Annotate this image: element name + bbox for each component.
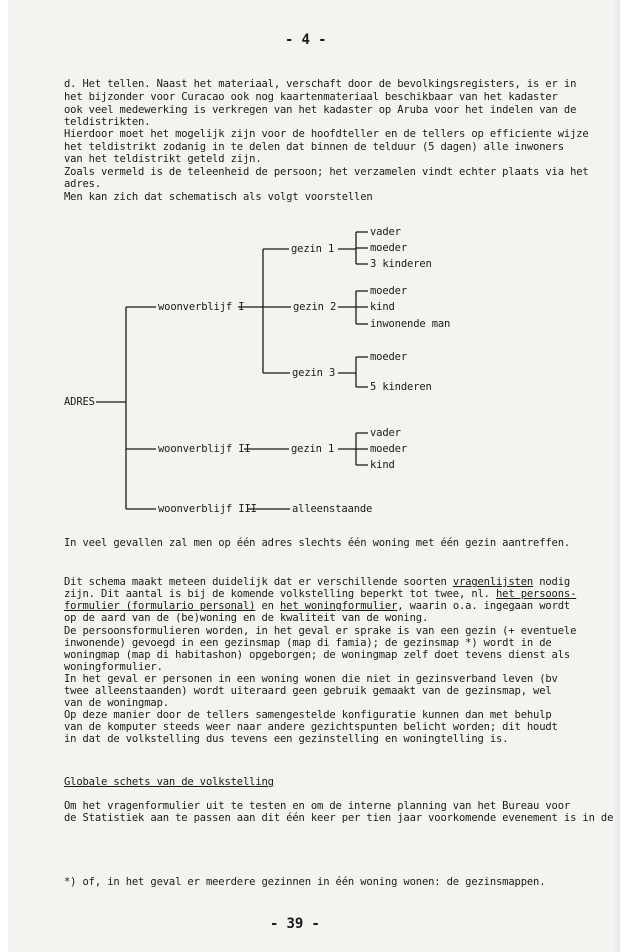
diagram-alleenstaande: alleenstaande bbox=[292, 503, 373, 515]
body-line: Dit schema maakt meteen duidelijk dat er verschillende soorten vragenlijsten nodig bbox=[64, 576, 571, 588]
diagram-member: vader bbox=[370, 226, 401, 238]
footnote: *) of, in het geval er meerdere gezinnen in één woning wonen: de gezinsmappen. bbox=[64, 876, 546, 888]
diagram-member: moeder bbox=[370, 285, 408, 297]
body-line: in dat de volkstelling dus tevens een gezinstelling en woningtelling is. bbox=[64, 733, 509, 745]
underlined-term: het woningformulier bbox=[280, 600, 398, 612]
body-line: De persoonsformulieren worden, in het geval er sprake is van een gezin (+ eventuele bbox=[64, 625, 577, 637]
underlined-term: vragenlijsten bbox=[452, 576, 534, 588]
body-line: inwonende) gevoegd in een gezinsmap (map di famia); de gezinsmap *) wordt in de bbox=[64, 637, 552, 649]
body-line: van de komputer steeds weer naar andere gezichtspunten belicht worden; dit houdt bbox=[64, 721, 558, 733]
diagram-member: inwonende man bbox=[370, 318, 451, 330]
underlined-term: formulier (formulario personal) bbox=[64, 600, 256, 612]
body-line: zijn. Dit aantal is bij de komende volkstelling beperkt tot twee, nl. het persoons- bbox=[64, 588, 577, 600]
diagram-woonverblijf-2: woonverblijf II bbox=[158, 443, 251, 455]
scanned-page bbox=[8, 0, 620, 952]
intro-line: d. Het tellen. Naast het materiaal, verschaft door de bevolkingsregisters, is er in bbox=[64, 78, 577, 90]
body-line: In het geval er personen in een woning wonen die niet in gezinsverband leven (bv bbox=[64, 673, 558, 685]
diagram-woonverblijf-3: woonverblijf III bbox=[158, 503, 257, 515]
intro-line: Zoals vermeld is de teleenheid de persoon; het verzamelen vindt echter plaats via het bbox=[64, 166, 589, 178]
diagram-gezin-3: gezin 3 bbox=[292, 367, 336, 379]
intro-line: van het teldistrikt geteld zijn. bbox=[64, 153, 262, 165]
intro-line: adres. bbox=[64, 178, 102, 190]
diagram-woonverblijf-1: woonverblijf I bbox=[158, 301, 245, 313]
intro-line: het bijzonder voor Curacao ook nog kaartenmateriaal beschikbaar van het kadaster bbox=[64, 91, 558, 103]
diagram-gezin-2: gezin 2 bbox=[293, 301, 337, 313]
intro-line: Men kan zich dat schematisch als volgt voorstellen bbox=[64, 191, 373, 203]
body-line: van de woningmap. bbox=[64, 697, 169, 709]
body-line: twee alleenstaanden) wordt uiteraard geen gebruik gemaakt van de gezinsmap, wel bbox=[64, 685, 552, 697]
diagram-member: moeder bbox=[370, 242, 408, 254]
section-line: Om het vragenformulier uit te testen en om de interne planning van het Bureau voor bbox=[64, 800, 571, 812]
body-line: woningformulier. bbox=[64, 661, 163, 673]
page-number-top: - 4 - bbox=[285, 32, 327, 48]
diagram-member: kind bbox=[370, 459, 395, 471]
intro-line: ook veel medewerking is verkregen van het kadaster op Aruba voor het indelen van de bbox=[64, 104, 577, 116]
section-line: de Statistiek aan te passen aan dit één keer per tien jaar voorkomende evenement is in de bbox=[64, 812, 614, 824]
diagram-gezin-1: gezin 1 bbox=[291, 243, 335, 255]
intro-line: Hierdoor moet het mogelijk zijn voor de hoofdteller en de tellers op efficiente wijze bbox=[64, 128, 589, 140]
diagram-member: moeder bbox=[370, 443, 408, 455]
diagram-root-adres: ADRES bbox=[64, 396, 95, 408]
body-line: Op deze manier door de tellers samengestelde konfiguratie kunnen dan met behulp bbox=[64, 709, 552, 721]
underlined-term: het persoons- bbox=[496, 588, 577, 600]
body-line: formulier (formulario personal) en het woningformulier, waarin o.a. ingegaan wordt bbox=[64, 600, 571, 612]
diagram-member: moeder bbox=[370, 351, 408, 363]
diagram-member: vader bbox=[370, 427, 401, 439]
diagram-member: 5 kinderen bbox=[370, 381, 432, 393]
intro-line: het teldistrikt zodanig in te delen dat binnen de telduur (5 dagen) alle inwoners bbox=[64, 141, 564, 153]
intro-line: teldistrikten. bbox=[64, 116, 151, 128]
diagram-member: 3 kinderen bbox=[370, 258, 432, 270]
body-line: op de aard van de (be)woning en de kwaliteit van de woning. bbox=[64, 612, 429, 624]
body-line: woningmap (map di habitashon) opgeborgen; de woningmap zelf doet tevens dienst als bbox=[64, 649, 571, 661]
page-number-bottom: - 39 - bbox=[270, 916, 320, 932]
section-heading: Globale schets van de volkstelling bbox=[64, 776, 274, 788]
diagram-gezin-1-second: gezin 1 bbox=[291, 443, 335, 455]
summary-sentence: In veel gevallen zal men op één adres slechts één woning met één gezin aantreffen. bbox=[64, 537, 571, 549]
diagram-member: kind bbox=[370, 301, 395, 313]
